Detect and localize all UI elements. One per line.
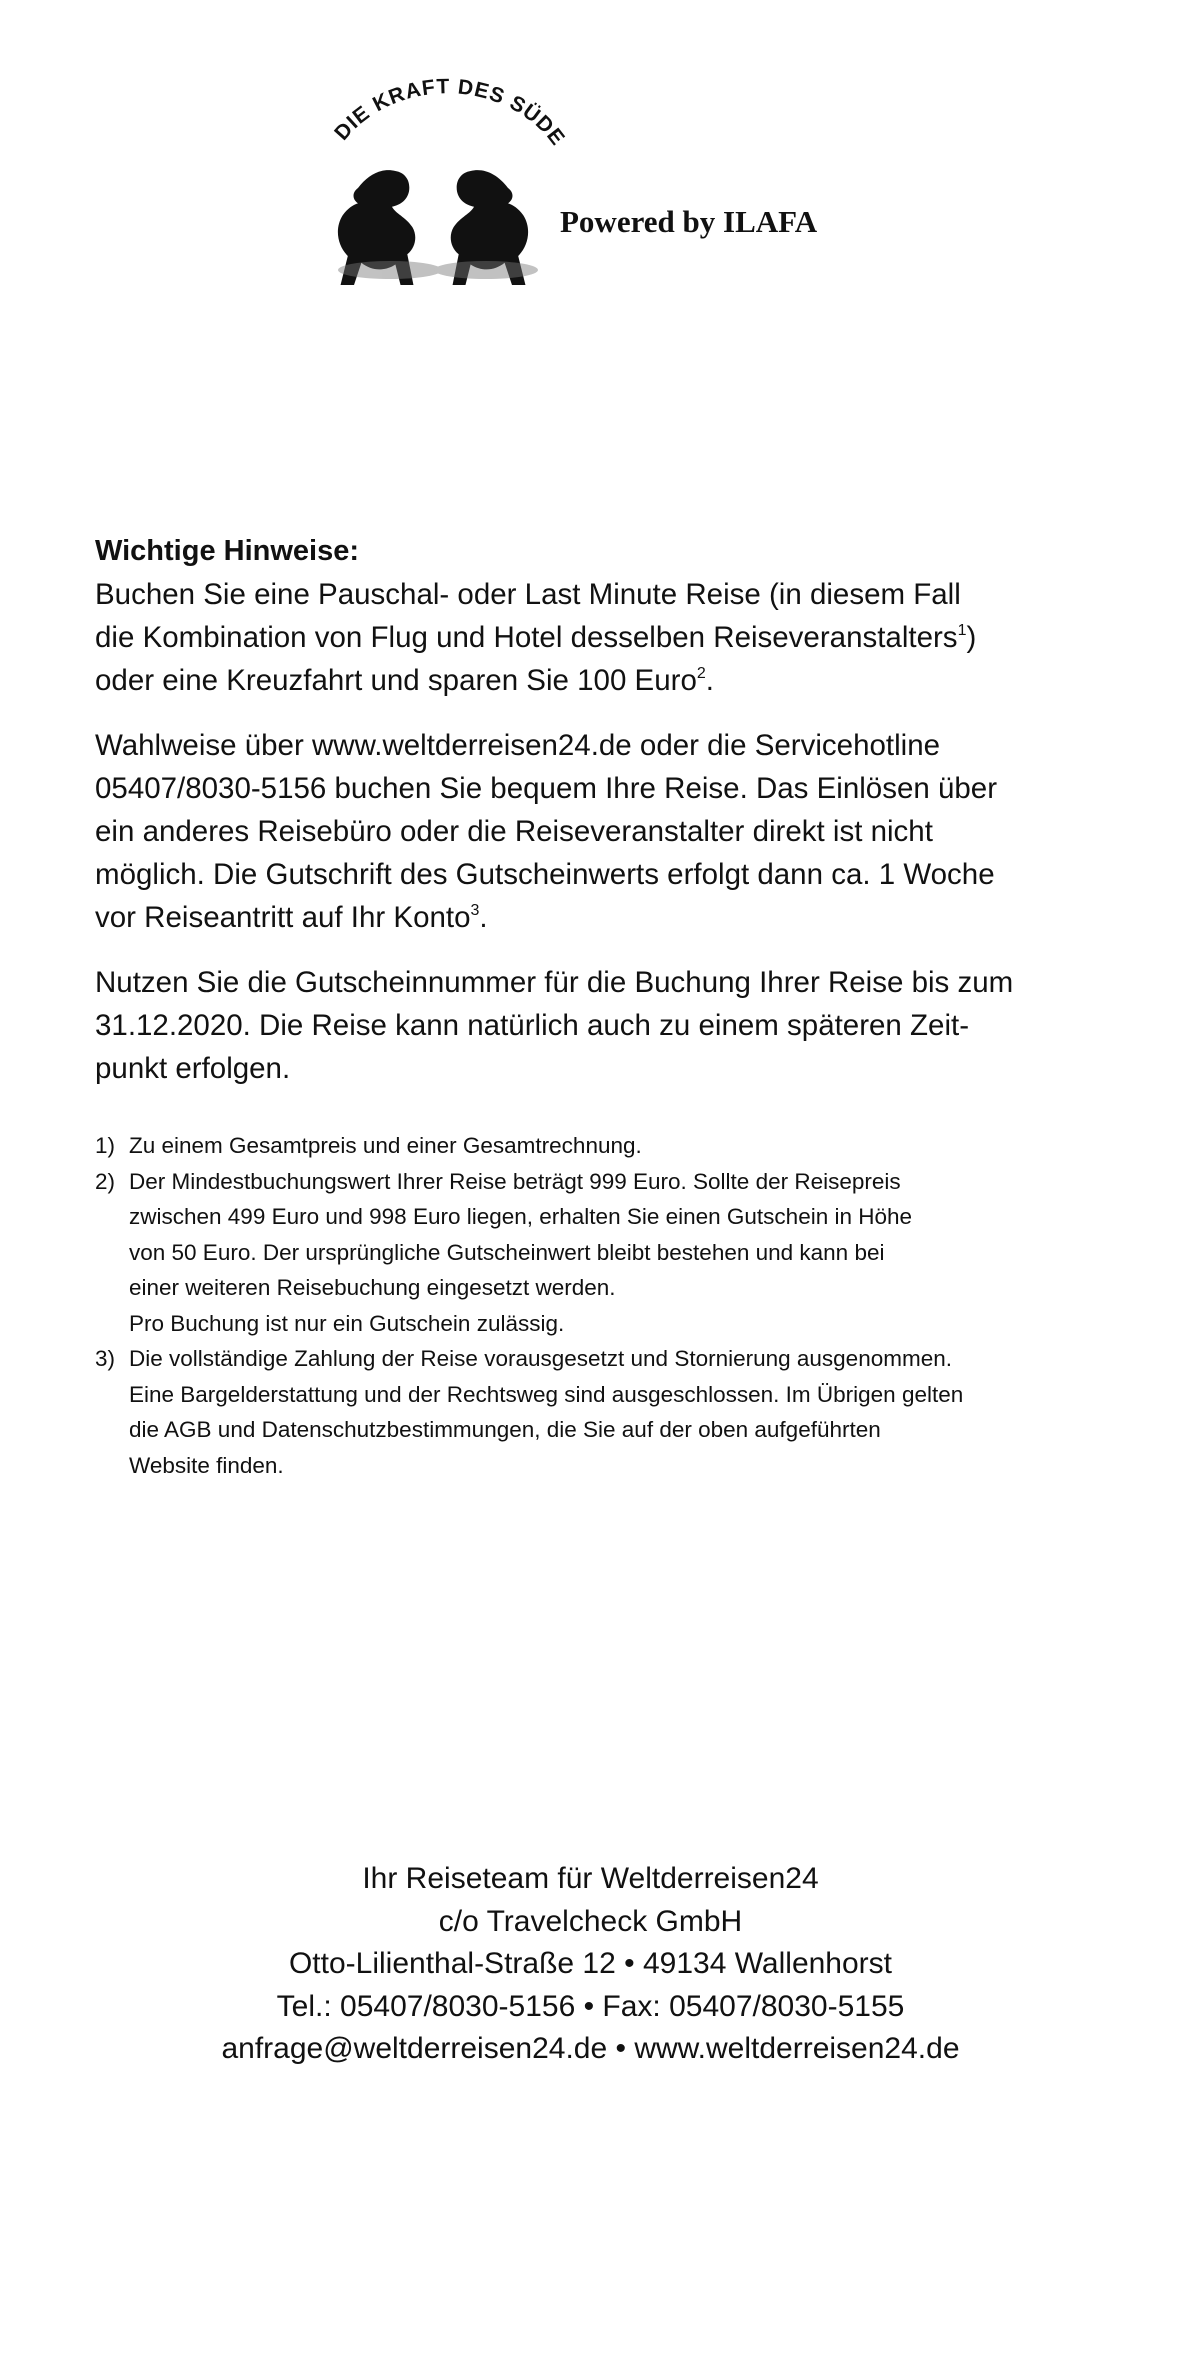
- footnote-line: Der Mindestbuchungswert Ihrer Reise beträgt 999 Euro. Sollte der Reisepreis: [129, 1168, 901, 1194]
- paragraph-line: Nutzen Sie die Gutscheinnummer für die Buchung Ihrer Reise bis zum: [95, 966, 1014, 999]
- footnote-ref: 3: [470, 902, 480, 919]
- footnote-line: Pro Buchung ist nur ein Gutschein zulässig.: [129, 1310, 565, 1336]
- contact-company: c/o Travelcheck GmbH: [438, 1904, 743, 1938]
- line-text: die Kombination von Flug und Hotel desselben Reiseveranstalters: [95, 621, 958, 654]
- footnote-line: Website finden.: [129, 1452, 284, 1478]
- paragraph-line: Wahlweise über www.weltderreisen24.de oder die Servicehotline: [95, 729, 941, 762]
- footnote-number: 3): [95, 1346, 116, 1371]
- paragraph-line: Buchen Sie eine Pauschal- oder Last Minute Reise (in diesem Fall: [95, 578, 961, 611]
- contact-email-web: anfrage@weltderreisen24.de • www.weltderreisen24.de: [221, 2032, 960, 2065]
- notes-paragraph-3: [95, 961, 1135, 1090]
- line-end: .: [479, 901, 488, 934]
- contact-phone-fax: Tel.: 05407/8030-5156 • Fax: 05407/8030-5155: [276, 1989, 905, 2023]
- notes-paragraph-2: [95, 724, 1135, 939]
- contact-block: [0, 1858, 1181, 2071]
- footnote-ref: 1: [957, 622, 967, 639]
- footnote-line: die AGB und Datenschutzbestimmungen, die Sie auf der oben aufgeführten: [129, 1417, 881, 1442]
- notes-heading: Wichtige Hinweise:: [95, 535, 360, 567]
- line-end: ): [966, 621, 977, 654]
- paragraph-line: 31.12.2020. Die Reise kann natürlich auch zu einem späteren Zeit-: [95, 1009, 970, 1042]
- paragraph-line: punkt erfolgen.: [95, 1052, 291, 1085]
- paragraph-line: [95, 659, 1135, 702]
- footnote-line: von 50 Euro. Der ursprüngliche Gutscheinwert bleibt bestehen und kann bei: [129, 1239, 885, 1265]
- brand-arc-text: DIE KRAFT DES SÜDE: [330, 75, 570, 151]
- paragraph-line: möglich. Die Gutschrift des Gutscheinwerts erfolgt dann ca. 1 Woche: [95, 858, 995, 891]
- horse-reflection: [338, 261, 538, 279]
- contact-team: Ihr Reiseteam für Weltderreisen24: [362, 1862, 819, 1895]
- line-text: oder eine Kreuzfahrt und sparen Sie 100 Euro: [95, 664, 697, 697]
- footnote-line: einer weiteren Reisebuchung eingesetzt werden.: [129, 1275, 616, 1300]
- paragraph-line: [95, 896, 1135, 939]
- contact-address: Otto-Lilienthal-Straße 12 • 49134 Wallenhorst: [288, 1947, 893, 1980]
- footnote-2: [95, 1164, 1155, 1342]
- footnote-ref: 2: [696, 665, 706, 682]
- footnote-line: zwischen 499 Euro und 998 Euro liegen, erhalten Sie einen Gutschein in Höhe: [129, 1204, 913, 1229]
- brand-logo: [318, 60, 598, 285]
- line-end: .: [705, 664, 714, 697]
- footnote-line: Zu einem Gesamtpreis und einer Gesamtrechnung.: [129, 1133, 642, 1158]
- notes-paragraph-1: [95, 573, 1135, 702]
- footnote-number: 2): [95, 1168, 116, 1194]
- footnote-line: Die vollständige Zahlung der Reise vorausgesetzt und Stornierung ausgenommen.: [129, 1346, 952, 1371]
- paragraph-line: ein anderes Reisebüro oder die Reiseveranstalter direkt ist nicht: [95, 815, 933, 848]
- footnotes: [95, 1128, 1155, 1483]
- paragraph-line: 05407/8030-5156 buchen Sie bequem Ihre Reise. Das Einlösen über: [95, 772, 998, 805]
- powered-by-text: Powered by ILAFA: [560, 204, 818, 239]
- footnote-3: [95, 1341, 1155, 1483]
- footnote-1: [95, 1128, 1155, 1164]
- two-rearing-horses-icon: [318, 60, 598, 285]
- footnote-number: 1): [95, 1133, 116, 1158]
- important-notes: [95, 530, 1135, 1090]
- footnote-line: Eine Bargelderstattung und der Rechtsweg sind ausgeschlossen. Im Übrigen gelten: [129, 1381, 964, 1407]
- paragraph-line: [95, 616, 1135, 659]
- line-text: vor Reiseantritt auf Ihr Konto: [95, 901, 471, 934]
